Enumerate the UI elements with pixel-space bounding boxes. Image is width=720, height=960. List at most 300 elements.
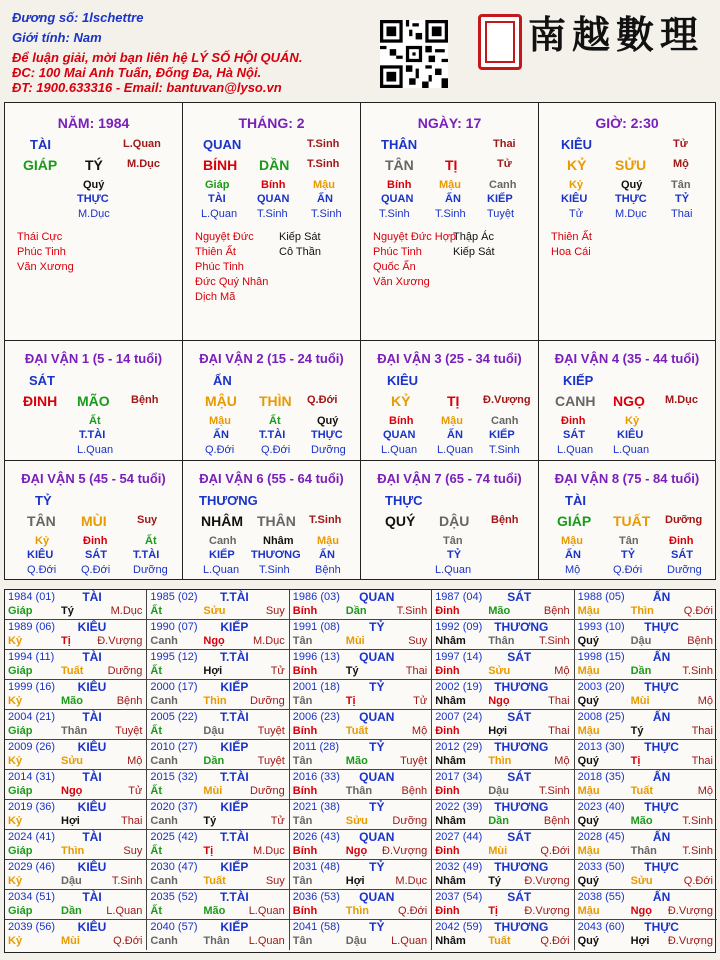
annual-can: Canh xyxy=(150,695,178,707)
dai-van-thap: ẤN xyxy=(213,373,232,388)
annual-cell xyxy=(5,680,147,710)
qr-code-icon xyxy=(380,20,448,88)
annual-can: Đinh xyxy=(435,665,460,677)
annual-truong-sinh: Suy xyxy=(265,605,285,617)
annual-thap-than: KIẾP xyxy=(220,800,249,814)
annual-chi: Tuất xyxy=(61,665,84,677)
annual-cell xyxy=(5,830,147,860)
annual-cell xyxy=(290,920,432,950)
address-line: ĐC: 100 Mai Anh Tuấn, Đống Đa, Hà Nội. xyxy=(12,65,262,80)
dai-van-can: NHÂM xyxy=(201,513,243,529)
hidden-ts: Q.Đới xyxy=(261,444,291,456)
dai-van-thap: THỰC xyxy=(385,493,423,508)
dai-van-title: ĐẠI VẬN 2 (15 - 24 tuổi) xyxy=(199,351,344,366)
annual-year: 2038 (55) xyxy=(577,891,625,903)
hidden-can: Kỷ xyxy=(35,535,50,547)
annual-thap-than: TÀI xyxy=(82,710,102,724)
hidden-can: Canh xyxy=(489,179,517,191)
annual-truong-sinh: Mộ xyxy=(554,665,570,677)
annual-chi: Thìn xyxy=(203,695,227,707)
annual-can: Bính xyxy=(292,665,318,677)
annual-truong-sinh: Tử xyxy=(413,695,428,707)
hidden-thap: KIÊU xyxy=(561,193,588,205)
annual-chi: Ngọ xyxy=(630,905,652,917)
duong-so-value: 1lschettre xyxy=(82,10,144,25)
star: Phúc Tinh xyxy=(17,246,66,258)
annual-cell xyxy=(432,920,574,950)
hidden-ts: L.Quan xyxy=(77,444,114,456)
annual-can: Mậu xyxy=(577,665,600,677)
star: Kiếp Sát xyxy=(453,246,495,258)
annual-cell xyxy=(147,740,289,770)
annual-year: 2011 (28) xyxy=(292,741,340,753)
annual-year: 2015 (32) xyxy=(150,771,198,783)
annual-year: 2004 (21) xyxy=(8,711,56,723)
annual-thap-than: ẤN xyxy=(652,770,671,784)
annual-can: Bính xyxy=(292,845,318,857)
hidden-thap: SÁT xyxy=(85,549,107,561)
annual-cell xyxy=(575,830,717,860)
annual-truong-sinh: Tử xyxy=(270,815,285,827)
hidden-can: Tân xyxy=(619,535,639,547)
phone-email-line: ĐT: 1900.633316 - Email: bantuvan@lyso.vn xyxy=(12,80,282,95)
pillar-title: THÁNG: 2 xyxy=(238,115,305,131)
annual-thap-than: TÀI xyxy=(82,770,102,784)
annual-cell xyxy=(290,770,432,800)
annual-can: Giáp xyxy=(8,785,33,797)
annual-truong-sinh: Bệnh xyxy=(116,695,143,707)
pillar-title: NĂM: 1984 xyxy=(57,115,130,131)
annual-truong-sinh: Q.Đới xyxy=(540,935,570,947)
annual-year: 2017 (34) xyxy=(435,771,483,783)
annual-year: 1989 (06) xyxy=(8,621,56,633)
pillar-chi: SỬU xyxy=(615,157,647,173)
star: Cô Thần xyxy=(279,246,321,258)
hidden-thap: ẤN xyxy=(445,193,461,205)
annual-year: 1997 (14) xyxy=(435,651,483,663)
duong-so-label: Đương số: xyxy=(12,10,79,25)
annual-cell xyxy=(575,740,717,770)
annual-year: 1991 (08) xyxy=(292,621,340,633)
hidden-can: Mậu xyxy=(441,415,463,427)
annual-cell xyxy=(5,860,147,890)
annual-thap-than: QUAN xyxy=(359,710,395,724)
pillar-thap-than: KIÊU xyxy=(561,137,593,152)
dai-van-title: ĐẠI VẬN 3 (25 - 34 tuổi) xyxy=(377,351,522,366)
annual-thap-than: THỰC xyxy=(644,920,679,934)
annual-thap-than: KIÊU xyxy=(77,860,107,874)
annual-thap-than: THƯƠNG xyxy=(494,620,549,634)
annual-cell xyxy=(290,710,432,740)
annual-cell xyxy=(290,680,432,710)
hidden-thap: ẤN xyxy=(447,429,463,441)
annual-cell xyxy=(5,740,147,770)
annual-thap-than: KIẾP xyxy=(220,680,249,694)
annual-thap-than: KIẾP xyxy=(220,920,249,934)
annual-cell xyxy=(432,740,574,770)
annual-chi: Thân xyxy=(488,635,515,647)
annual-can: Quý xyxy=(577,695,599,707)
annual-can: Ất xyxy=(150,665,162,677)
annual-year: 2018 (35) xyxy=(577,771,625,783)
hidden-ts: Q.Đới xyxy=(81,564,111,576)
annual-thap-than: SÁT xyxy=(507,710,532,724)
annual-cell xyxy=(5,620,147,650)
annual-thap-than: TÀI xyxy=(82,890,102,904)
annual-cell xyxy=(575,650,717,680)
hidden-thap: SÁT xyxy=(671,549,693,561)
annual-truong-sinh: Thai xyxy=(405,665,428,677)
logo-text: 南越數理 xyxy=(528,12,705,57)
annual-truong-sinh: Thai xyxy=(691,725,713,737)
annual-truong-sinh: Đ.Vượng xyxy=(382,845,428,857)
hidden-ts: Dưỡng xyxy=(133,564,168,576)
annual-truong-sinh: Suy xyxy=(123,845,143,857)
star: Thiên Ất xyxy=(195,246,236,258)
annual-truong-sinh: M.Dục xyxy=(253,635,285,647)
star: Đức Quý Nhân xyxy=(195,276,269,288)
annual-year: 2041 (58) xyxy=(292,921,340,933)
annual-chi: Mùi xyxy=(345,635,365,647)
annual-chi: Sửu xyxy=(488,665,511,677)
annual-truong-sinh: Thai xyxy=(120,815,143,827)
hidden-can: Mậu xyxy=(313,179,335,191)
annual-thap-than: KIÊU xyxy=(77,800,107,814)
annual-chi: Mão xyxy=(488,605,511,617)
dai-van-ts: Đ.Vượng xyxy=(483,394,531,406)
hidden-can: Mậu xyxy=(209,415,231,427)
annual-chi: Hợi xyxy=(203,665,223,677)
annual-year: 1985 (02) xyxy=(150,591,198,603)
annual-thap-than: QUAN xyxy=(359,650,395,664)
annual-can: Ất xyxy=(150,905,162,917)
hidden-thap: TỶ xyxy=(447,549,462,561)
annual-year: 2034 (51) xyxy=(8,891,56,903)
annual-truong-sinh: Mộ xyxy=(127,755,143,767)
annual-truong-sinh: Đ.Vượng xyxy=(524,875,570,887)
annual-truong-sinh: Thai xyxy=(548,695,570,707)
annual-cell xyxy=(432,590,574,620)
annual-year: 2003 (20) xyxy=(577,681,625,693)
annual-truong-sinh: M.Dục xyxy=(395,875,428,887)
dai-van-title: ĐẠI VẬN 6 (55 - 64 tuổi) xyxy=(199,471,344,486)
pillar-chi: TỊ xyxy=(445,157,458,173)
dai-van-can: TÂN xyxy=(27,513,56,529)
annual-can: Đinh xyxy=(435,605,460,617)
annual-truong-sinh: Q.Đới xyxy=(683,875,713,887)
dai-van-title: ĐẠI VẬN 7 (65 - 74 tuổi) xyxy=(377,471,522,486)
annual-can: Tân xyxy=(292,875,313,887)
annual-cell xyxy=(290,830,432,860)
annual-thap-than: QUAN xyxy=(359,830,395,844)
annual-chi: Thân xyxy=(203,935,230,947)
pillar-chi-truong-sinh-top: Tử xyxy=(673,138,688,150)
annual-truong-sinh: T.Sinh xyxy=(682,665,713,677)
annual-thap-than: THƯƠNG xyxy=(494,920,549,934)
annual-can: Mậu xyxy=(577,845,600,857)
annual-year: 2039 (56) xyxy=(8,921,56,933)
annual-thap-than: THỰC xyxy=(644,680,679,694)
annual-chi: Thân xyxy=(61,725,88,737)
pillar-ngay xyxy=(361,103,539,341)
hidden-ts: T.Sinh xyxy=(257,208,288,220)
annual-can: Nhâm xyxy=(435,695,466,707)
annual-chi: Tị xyxy=(630,755,641,767)
annual-chi: Tị xyxy=(61,635,71,647)
annual-chi: Ngọ xyxy=(345,845,368,857)
annual-chi: Tý xyxy=(630,725,644,737)
annual-truong-sinh: Mộ xyxy=(554,755,570,767)
hidden-can: Quý xyxy=(621,179,643,191)
annual-cell xyxy=(5,920,147,950)
star: Văn Xương xyxy=(17,261,74,273)
annual-thap-than: T.TÀI xyxy=(220,590,249,604)
annual-truong-sinh: Bệnh xyxy=(543,605,570,617)
annual-truong-sinh: T.Sinh xyxy=(111,875,143,887)
dai-van-8 xyxy=(539,461,715,579)
star: Phúc Tinh xyxy=(373,246,422,258)
pillar-thap-than: TÀI xyxy=(30,137,51,152)
annual-year: 1990 (07) xyxy=(150,621,198,633)
annual-year: 2019 (36) xyxy=(8,801,56,813)
annual-can: Giáp xyxy=(8,725,33,737)
annual-thap-than: SÁT xyxy=(507,650,532,664)
hidden-can: Nhâm xyxy=(263,535,294,547)
hidden-can: Ất xyxy=(145,535,157,547)
annual-truong-sinh: Q.Đới xyxy=(683,605,713,617)
annual-truong-sinh: T.Sinh xyxy=(682,845,713,857)
header xyxy=(0,0,720,100)
annual-year: 2026 (43) xyxy=(292,831,340,843)
hidden-can: Mậu xyxy=(561,535,583,547)
hidden-can: Tân xyxy=(443,535,463,547)
dai-van-title: ĐẠI VẬN 8 (75 - 84 tuổi) xyxy=(554,471,700,486)
annual-thap-than: T.TÀI xyxy=(220,710,249,724)
dai-van-6 xyxy=(183,461,361,579)
annual-chi: Thìn xyxy=(61,845,85,857)
hidden-can: Kỷ xyxy=(625,415,640,427)
dai-van-thap: KIẾP xyxy=(563,373,594,388)
annual-can: Tân xyxy=(292,935,313,947)
annual-thap-than: SÁT xyxy=(507,590,532,604)
annual-chi: Tị xyxy=(345,695,356,707)
annual-cell xyxy=(5,650,147,680)
annual-year: 2010 (27) xyxy=(150,741,198,753)
pillar-thang xyxy=(183,103,361,341)
annual-can: Giáp xyxy=(8,665,33,677)
annual-thap-than: ẤN xyxy=(652,890,671,904)
annual-cell xyxy=(5,590,147,620)
hidden-thap: QUAN xyxy=(383,429,416,441)
annual-year: 2031 (48) xyxy=(292,861,340,873)
annual-year: 2032 (49) xyxy=(435,861,483,873)
annual-can: Ất xyxy=(150,605,162,617)
hidden-can: Ất xyxy=(89,415,101,427)
annual-chi: Dậu xyxy=(488,785,509,797)
annual-cell xyxy=(5,890,147,920)
hidden-ts: M.Dục xyxy=(615,208,647,220)
annual-chi: Mùi xyxy=(488,845,508,857)
annual-thap-than: ẤN xyxy=(652,590,671,604)
pillar-truong-sinh: Mộ xyxy=(673,158,689,170)
hidden-ts: L.Quan xyxy=(203,564,240,576)
hidden-ts: L.Quan xyxy=(381,444,418,456)
pillar-thap-than: THÂN xyxy=(381,137,418,152)
annual-cell xyxy=(147,830,289,860)
annual-cell xyxy=(575,770,717,800)
annual-chi: Dần xyxy=(61,905,82,917)
annual-thap-than: THỰC xyxy=(644,860,679,874)
annual-truong-sinh: Q.Đới xyxy=(540,845,570,857)
gioi-tinh-line xyxy=(12,30,102,45)
annual-chi: Thìn xyxy=(345,905,370,917)
dai-van-can: GIÁP xyxy=(557,513,592,529)
annual-truong-sinh: Đ.Vượng xyxy=(524,905,570,917)
hidden-thap: ẤN xyxy=(317,193,333,205)
dai-van-thap: KIÊU xyxy=(387,373,419,388)
annual-chi: Sửu xyxy=(61,755,84,767)
dai-van-7 xyxy=(361,461,539,579)
hidden-thap: THỰC xyxy=(77,193,109,205)
annual-chi: Hợi xyxy=(345,875,365,887)
annual-can: Tân xyxy=(292,815,313,827)
annual-year: 1988 (05) xyxy=(577,591,625,603)
hidden-ts: Tuyệt xyxy=(487,208,515,220)
star: Thập Ác xyxy=(453,231,494,243)
annual-can: Nhâm xyxy=(435,635,466,647)
dai-van-chi: NGỌ xyxy=(613,393,645,409)
dai-van-5 xyxy=(5,461,183,579)
annual-thap-than: TỶ xyxy=(369,620,385,634)
dai-van-can: ĐINH xyxy=(23,393,58,409)
annual-chi: Hợi xyxy=(61,815,80,827)
pillar-nam xyxy=(5,103,183,341)
annual-can: Nhâm xyxy=(435,755,466,767)
annual-chi: Tý xyxy=(61,605,74,617)
dai-van-chi: THÌN xyxy=(259,393,292,409)
hidden-can: Ất xyxy=(269,415,281,427)
annual-truong-sinh: Tuyệt xyxy=(115,725,143,737)
annual-chi: Tị xyxy=(488,905,498,917)
annual-can: Canh xyxy=(150,755,178,767)
pillar-gio xyxy=(539,103,715,341)
annual-truong-sinh: Suy xyxy=(408,635,428,647)
hidden-can: Bính xyxy=(387,179,412,191)
annual-thap-than: TỶ xyxy=(369,920,385,934)
gioi-tinh-label: Giới tính: xyxy=(12,30,70,45)
annual-can: Giáp xyxy=(8,605,33,617)
annual-cell xyxy=(575,590,717,620)
annual-truong-sinh: Thai xyxy=(691,755,713,767)
annual-year: 2007 (24) xyxy=(435,711,483,723)
annual-thap-than: T.TÀI xyxy=(220,650,249,664)
pillar-title: NGÀY: 17 xyxy=(417,115,482,131)
annual-cell xyxy=(147,920,289,950)
annual-year: 2012 (29) xyxy=(435,741,483,753)
hidden-can: Canh xyxy=(491,415,519,427)
annual-cell xyxy=(147,770,289,800)
annual-chi: Mão xyxy=(345,755,368,767)
hidden-ts: Q.Đới xyxy=(205,444,235,456)
annual-can: Tân xyxy=(292,695,313,707)
star: Quốc Ấn xyxy=(373,261,416,273)
star: Phúc Tinh xyxy=(195,261,244,273)
annual-cell xyxy=(147,650,289,680)
annual-cell xyxy=(147,710,289,740)
annual-cell xyxy=(575,800,717,830)
pillar-can: BÍNH xyxy=(203,157,238,173)
pillar-can: KỶ xyxy=(567,157,587,173)
annual-year: 2014 (31) xyxy=(8,771,56,783)
hidden-ts: Tử xyxy=(569,208,584,220)
annual-can: Mậu xyxy=(577,605,600,617)
annual-thap-than: KIÊU xyxy=(77,740,107,754)
annual-chi: Sửu xyxy=(203,605,226,617)
annual-can: Canh xyxy=(150,635,178,647)
annual-year: 2009 (26) xyxy=(8,741,56,753)
annual-can: Đinh xyxy=(435,725,460,737)
annual-chi: Mão xyxy=(203,905,226,917)
annual-cell xyxy=(147,890,289,920)
annual-cell xyxy=(432,710,574,740)
annual-thap-than: KIẾP xyxy=(220,620,249,634)
annual-chi: Thân xyxy=(630,845,657,857)
star: Kiếp Sát xyxy=(279,231,321,243)
annual-truong-sinh: Dưỡng xyxy=(392,815,428,827)
chart-grid xyxy=(4,102,716,580)
annual-chi: Dần xyxy=(345,605,367,617)
dai-van-can: QUÝ xyxy=(385,513,416,529)
hidden-thap: KIẾP xyxy=(489,429,515,441)
annual-year: 2016 (33) xyxy=(292,771,340,783)
annual-truong-sinh: M.Dục xyxy=(110,605,143,617)
annual-chi: Ngọ xyxy=(61,785,83,797)
hidden-ts: T.Sinh xyxy=(259,564,290,576)
annual-year: 2013 (30) xyxy=(577,741,625,753)
annual-thap-than: THƯƠNG xyxy=(494,860,549,874)
annual-thap-than: SÁT xyxy=(507,830,532,844)
hidden-thap: T.TÀI xyxy=(259,429,286,441)
pillar-chi: DẦN xyxy=(259,157,290,173)
annual-can: Đinh xyxy=(435,785,460,797)
duong-so-line xyxy=(12,10,143,25)
annual-can: Ất xyxy=(150,785,162,797)
annual-can: Giáp xyxy=(8,845,33,857)
hidden-thap: TÀI xyxy=(208,193,226,205)
hidden-can: Canh xyxy=(209,535,237,547)
hidden-ts: T.Sinh xyxy=(311,208,342,220)
annual-truong-sinh: Q.Đới xyxy=(397,905,428,917)
hidden-thap: ẤN xyxy=(319,549,335,561)
annual-year: 1986 (03) xyxy=(292,591,340,603)
annual-year: 1994 (11) xyxy=(8,651,55,663)
dai-van-chi: THÂN xyxy=(257,513,296,529)
annual-year: 2043 (60) xyxy=(577,921,625,933)
annual-truong-sinh: Tuyệt xyxy=(257,725,285,737)
annual-cell xyxy=(432,860,574,890)
annual-chi: Dần xyxy=(203,755,225,767)
hidden-can: Bính xyxy=(389,415,414,427)
hidden-thap: THƯƠNG xyxy=(251,549,301,561)
annual-year: 2000 (17) xyxy=(150,681,198,693)
annual-cell xyxy=(5,800,147,830)
annual-cell xyxy=(290,590,432,620)
annual-truong-sinh: Tuyệt xyxy=(400,755,428,767)
annual-truong-sinh: Q.Đới xyxy=(113,935,143,947)
annual-thap-than: T.TÀI xyxy=(220,890,249,904)
annual-year: 2001 (18) xyxy=(292,681,340,693)
annual-cell xyxy=(432,830,574,860)
